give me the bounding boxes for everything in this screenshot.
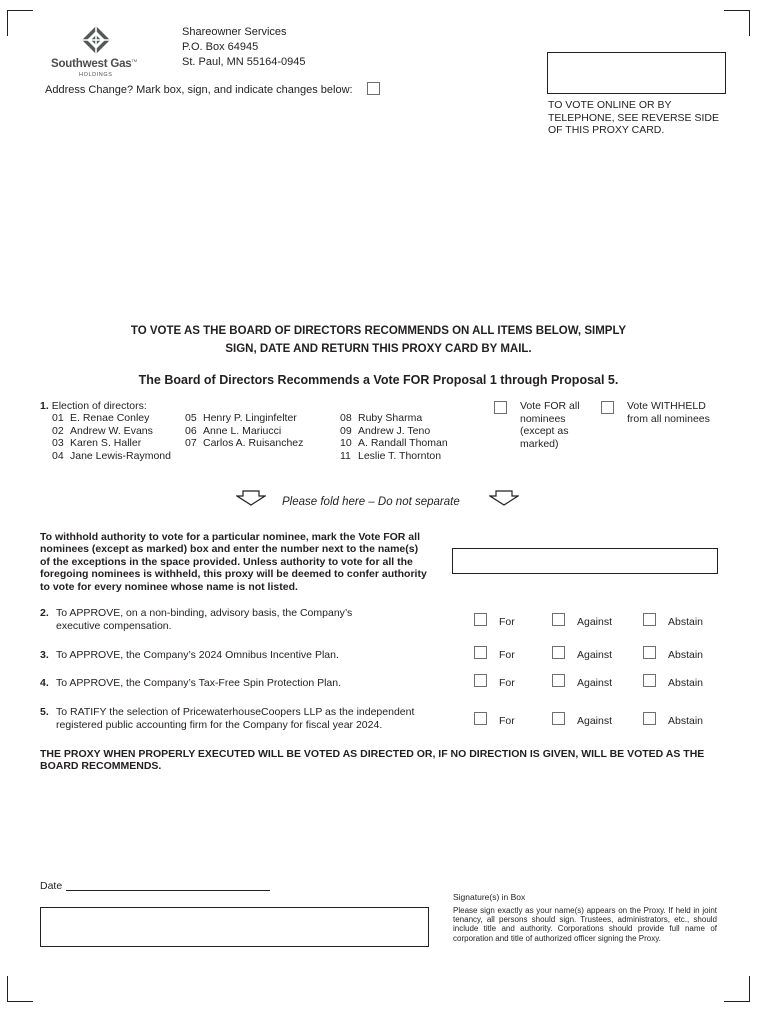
board-recommendation: The Board of Directors Recommends a Vote FOR Proposal 1 through Proposal 5. [138, 373, 619, 387]
proposal-3-against-checkbox[interactable] [552, 646, 565, 659]
proposal-3-abstain-label: Abstain [668, 649, 704, 661]
proposal-3-against-label: Against [577, 649, 613, 661]
vote-online-note: TO VOTE ONLINE OR BY TELEPHONE, SEE REVERSE SIDE OF THIS PROXY CARD. [548, 99, 719, 136]
proposal-number: 2. [40, 607, 49, 619]
address-change-label: Address Change? Mark box, sign, and indicate changes below: [45, 84, 353, 96]
proxy-statement: THE PROXY WHEN PROPERLY EXECUTED WILL BE VOTED AS DIRECTED OR, IF NO DIRECTION IS GIVEN, WILL BE VOTED AS THE BOARD RECOMMENDS. [40, 748, 705, 773]
signature-box-label: Signature(s) in Box [453, 892, 526, 902]
logo-name: Southwest Gas [51, 58, 132, 70]
proposal-text: To APPROVE, the Company’s 2024 Omnibus Incentive Plan. [56, 649, 339, 661]
date-label: Date [40, 880, 63, 892]
proposal-5-for-label: For [499, 715, 515, 727]
crop-mark-top-right-h [724, 10, 750, 11]
nominee: 11 Leslie T. Thornton [340, 450, 442, 462]
proposal-5-against-label: Against [577, 715, 613, 727]
crop-mark-bottom-left-h [7, 1001, 33, 1002]
nominee: 08 Ruby Sharma [340, 412, 423, 424]
signature-instructions: Please sign exactly as your name(s) appears on the Proxy. If held in joint tenancy, all persons should sign. Trustees, administrators, etc., should include title and authority. Corporations should provide full name of corporation and title of authorized officer signing the Proxy. [453, 906, 717, 943]
crop-mark-top-right-v [749, 10, 750, 36]
proposal-3 [40, 649, 440, 663]
proposal-4-against-label: Against [577, 677, 613, 689]
proposal-2-against-label: Against [577, 616, 613, 628]
proposal-4-abstain-label: Abstain [668, 677, 704, 689]
proposal-number: 4. [40, 677, 49, 689]
vote-for-all-label: Vote FOR all nominees (except as marked) [520, 400, 580, 450]
proposal-5-abstain-checkbox[interactable] [643, 712, 656, 725]
nominee: 03 Karen S. Haller [52, 437, 142, 449]
proposal-5-for-checkbox[interactable] [474, 712, 487, 725]
proposal-text: To APPROVE, on a non-binding, advisory basis, the Company’s executive compensation. [56, 607, 353, 632]
nominee: 09 Andrew J. Teno [340, 425, 431, 437]
nominee: 07 Carlos A. Ruisanchez [185, 437, 304, 449]
proposal-2 [40, 607, 440, 637]
logo-subtitle: HOLDINGS [79, 72, 113, 78]
nominee: 01 E. Renae Conley [52, 412, 150, 424]
proposal-5-abstain-label: Abstain [668, 715, 704, 727]
address-line: P.O. Box 64945 [182, 41, 259, 53]
proposal-5 [40, 706, 440, 736]
proposal-3-abstain-checkbox[interactable] [643, 646, 656, 659]
return-address [182, 25, 306, 70]
control-number-box [547, 52, 726, 94]
proposal-2-abstain-checkbox[interactable] [643, 613, 656, 626]
date-line[interactable] [66, 890, 270, 891]
logo-mark-icon [80, 24, 112, 56]
exceptions-input-box[interactable] [452, 548, 718, 574]
address-change-checkbox[interactable] [367, 82, 380, 95]
crop-mark-bottom-right-v [749, 976, 750, 1002]
fold-arrow-left-icon [236, 490, 266, 506]
proposal-text: To RATIFY the selection of PricewaterhouseCoopers LLP as the independent registered public accounting firm for the Company for fiscal year 2024. [56, 706, 415, 731]
instructions-line-2: SIGN, DATE AND RETURN THIS PROXY CARD BY MAIL. [225, 343, 532, 355]
proposal-4-for-checkbox[interactable] [474, 674, 487, 687]
signature-box[interactable] [40, 907, 429, 947]
nominee: 04 Jane Lewis-Raymond [52, 450, 171, 462]
proposal-3-for-label: For [499, 649, 515, 661]
proposal-text: To APPROVE, the Company’s Tax-Free Spin Protection Plan. [56, 677, 342, 689]
vote-withheld-label: Vote WITHHELD from all nominees [627, 400, 710, 425]
address-line: Shareowner Services [182, 26, 287, 38]
proposal-4-against-checkbox[interactable] [552, 674, 565, 687]
crop-mark-top-left-h [7, 10, 33, 11]
proposal-2-abstain-label: Abstain [668, 616, 704, 628]
proposal-3-for-checkbox[interactable] [474, 646, 487, 659]
proposal-4 [40, 677, 440, 691]
proposal-number: 5. [40, 706, 49, 718]
withhold-instructions: To withhold authority to vote for a particular nominee, mark the Vote FOR all nominees (except as marked) box and enter the number next to the name(s) of the exceptions in the space provided. Unless authority to vote for all the foregoing nominees is withheld, this proxy will be deemed to confer authority to vote for every nominee whose name is not listed. [40, 531, 427, 593]
instructions-line-1: TO VOTE AS THE BOARD OF DIRECTORS RECOMMENDS ON ALL ITEMS BELOW, SIMPLY [130, 325, 627, 337]
address-line: St. Paul, MN 55164-0945 [182, 56, 306, 68]
vote-withheld-checkbox[interactable] [601, 401, 614, 414]
fold-instruction: Please fold here – Do not separate [282, 496, 460, 508]
nominee: 05 Henry P. Linginfelter [185, 412, 297, 424]
crop-mark-bottom-left-v [7, 976, 8, 1002]
election-number: 1. [40, 400, 49, 412]
nominee: 10 A. Randall Thoman [340, 437, 448, 449]
vote-for-all-checkbox[interactable] [494, 401, 507, 414]
crop-mark-top-left-v [7, 10, 8, 36]
logo-trademark: TM [131, 58, 137, 64]
proposal-2-against-checkbox[interactable] [552, 613, 565, 626]
fold-arrow-right-icon [489, 490, 519, 506]
election-label: Election of directors: [51, 400, 147, 412]
nominee: 02 Andrew W. Evans [52, 425, 153, 437]
nominee: 06 Anne L. Mariucci [185, 425, 282, 437]
proposal-2-for-checkbox[interactable] [474, 613, 487, 626]
crop-mark-bottom-right-h [724, 1001, 750, 1002]
proposal-5-against-checkbox[interactable] [552, 712, 565, 725]
election-heading [40, 400, 147, 413]
proposal-2-for-label: For [499, 616, 515, 628]
proposal-number: 3. [40, 649, 49, 661]
proposal-4-for-label: For [499, 677, 515, 689]
proposal-4-abstain-checkbox[interactable] [643, 674, 656, 687]
